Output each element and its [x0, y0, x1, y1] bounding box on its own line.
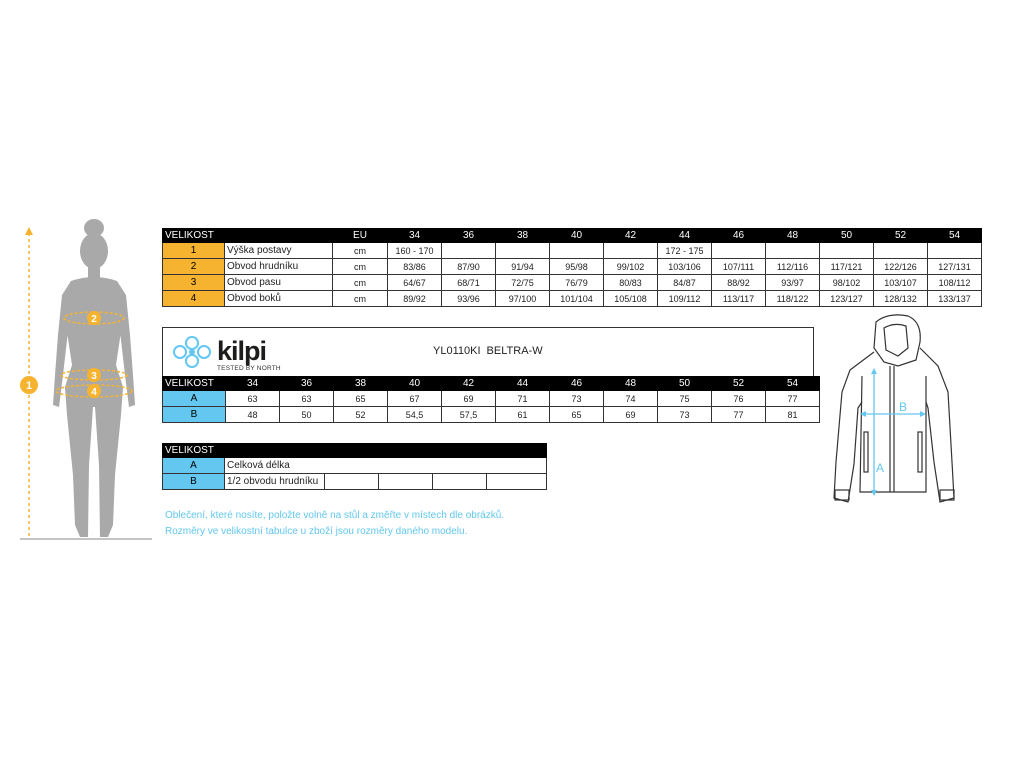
mark-waist: 3	[91, 371, 97, 382]
row-unit: cm	[333, 259, 388, 275]
body-size-table	[162, 228, 982, 307]
legend-text: 1/2 obvodu hrudníku	[225, 474, 325, 490]
size-54: 54	[766, 377, 820, 391]
product-size-table	[162, 376, 820, 423]
size-50: 50	[658, 377, 712, 391]
row-unit: cm	[333, 275, 388, 291]
cell: 67	[388, 391, 442, 407]
row-number: 1	[163, 243, 225, 259]
cell: 75	[658, 391, 712, 407]
cell: 117/121	[820, 259, 874, 275]
body-measurement-figure	[15, 215, 160, 545]
cell: 123/127	[820, 291, 874, 307]
size-48: 48	[766, 229, 820, 243]
row-unit: cm	[333, 243, 388, 259]
product-header	[162, 327, 814, 376]
legend-key: B	[163, 474, 225, 490]
size-50: 50	[820, 229, 874, 243]
row-key: A	[163, 391, 226, 407]
cell	[712, 243, 766, 259]
cell: 64/67	[388, 275, 442, 291]
table-row	[163, 474, 547, 490]
cell: 76/79	[550, 275, 604, 291]
size-42: 42	[442, 377, 496, 391]
cell: 74	[604, 391, 658, 407]
row-label: Obvod boků	[225, 291, 333, 307]
size-54: 54	[928, 229, 982, 243]
cell: 99/102	[604, 259, 658, 275]
cell: 48	[226, 407, 280, 423]
cell: 50	[280, 407, 334, 423]
cell	[496, 243, 550, 259]
cell: 95/98	[550, 259, 604, 275]
jacket-mark-b: B	[899, 400, 908, 414]
table-row	[163, 407, 820, 423]
cell: 172 - 175	[658, 243, 712, 259]
cell: 87/90	[442, 259, 496, 275]
table-row	[163, 391, 820, 407]
cell	[766, 243, 820, 259]
cell: 73	[550, 391, 604, 407]
row-key: B	[163, 407, 226, 423]
cell: 127/131	[928, 259, 982, 275]
cell	[820, 243, 874, 259]
mark-hips: 4	[91, 387, 97, 398]
cell: 91/94	[496, 259, 550, 275]
mark-chest: 2	[91, 314, 97, 325]
cell: 109/112	[658, 291, 712, 307]
row-number: 2	[163, 259, 225, 275]
cell: 57,5	[442, 407, 496, 423]
header-velikost: VELIKOST	[163, 377, 226, 391]
size-52: 52	[874, 229, 928, 243]
cell	[325, 474, 379, 490]
table-row	[163, 458, 547, 474]
jacket-measurement-drawing	[828, 312, 958, 514]
table-row	[163, 259, 982, 275]
size-52: 52	[712, 377, 766, 391]
cell: 80/83	[604, 275, 658, 291]
cell	[442, 243, 496, 259]
mark-height: 1	[25, 380, 33, 392]
cell: 113/117	[712, 291, 766, 307]
size-34: 34	[226, 377, 280, 391]
table-row	[163, 291, 982, 307]
size-46: 46	[712, 229, 766, 243]
table-row	[163, 275, 982, 291]
cell	[874, 243, 928, 259]
row-number: 4	[163, 291, 225, 307]
model-note: Rozměry ve velikostní tabulce u zboží jsou rozměry daného modelu.	[165, 526, 468, 537]
cell: 97/100	[496, 291, 550, 307]
size-42: 42	[604, 229, 658, 243]
legend-table	[162, 443, 547, 490]
cell	[433, 474, 487, 490]
row-unit: cm	[333, 291, 388, 307]
header-velikost: VELIKOST	[163, 229, 333, 243]
size-46: 46	[550, 377, 604, 391]
size-36: 36	[442, 229, 496, 243]
cell: 118/122	[766, 291, 820, 307]
cell: 83/86	[388, 259, 442, 275]
size-34: 34	[388, 229, 442, 243]
cell: 89/92	[388, 291, 442, 307]
kilpi-logo-icon	[171, 334, 213, 370]
cell: 65	[550, 407, 604, 423]
size-40: 40	[388, 377, 442, 391]
cell: 108/112	[928, 275, 982, 291]
legend-text: Celková délka	[225, 458, 547, 474]
cell: 98/102	[820, 275, 874, 291]
cell: 133/137	[928, 291, 982, 307]
cell: 69	[442, 391, 496, 407]
cell: 103/107	[874, 275, 928, 291]
cell: 52	[334, 407, 388, 423]
size-36: 36	[280, 377, 334, 391]
cell: 103/106	[658, 259, 712, 275]
header-eu: EU	[333, 229, 388, 243]
model-code: YL0110KI BELTRA-W	[433, 345, 543, 357]
jacket-mark-a: A	[876, 461, 885, 475]
cell: 88/92	[712, 275, 766, 291]
row-label: Obvod hrudníku	[225, 259, 333, 275]
cell: 122/126	[874, 259, 928, 275]
legend-key: A	[163, 458, 225, 474]
cell: 61	[496, 407, 550, 423]
cell: 105/108	[604, 291, 658, 307]
table-row	[163, 243, 982, 259]
size-38: 38	[496, 229, 550, 243]
row-number: 3	[163, 275, 225, 291]
header-velikost: VELIKOST	[163, 444, 547, 458]
cell: 68/71	[442, 275, 496, 291]
cell: 54,5	[388, 407, 442, 423]
cell: 76	[712, 391, 766, 407]
cell: 84/87	[658, 275, 712, 291]
cell: 72/75	[496, 275, 550, 291]
cell	[928, 243, 982, 259]
cell: 73	[658, 407, 712, 423]
cell: 65	[334, 391, 388, 407]
cell	[487, 474, 547, 490]
brand-tagline: TESTED BY NORTH	[217, 365, 281, 372]
cell: 160 - 170	[388, 243, 442, 259]
cell: 112/116	[766, 259, 820, 275]
cell: 69	[604, 407, 658, 423]
cell: 81	[766, 407, 820, 423]
brand-logo: kilpi	[217, 336, 267, 366]
size-44: 44	[658, 229, 712, 243]
size-44: 44	[496, 377, 550, 391]
cell: 101/104	[550, 291, 604, 307]
cell: 107/111	[712, 259, 766, 275]
cell: 77	[766, 391, 820, 407]
cell: 93/96	[442, 291, 496, 307]
instruction-note: Oblečení, které nosíte, položte volně na stůl a změřte v místech dle obrázků.	[165, 510, 505, 521]
size-48: 48	[604, 377, 658, 391]
cell: 63	[280, 391, 334, 407]
cell: 77	[712, 407, 766, 423]
cell	[379, 474, 433, 490]
cell: 71	[496, 391, 550, 407]
row-label: Obvod pasu	[225, 275, 333, 291]
cell	[550, 243, 604, 259]
cell: 93/97	[766, 275, 820, 291]
size-38: 38	[334, 377, 388, 391]
size-40: 40	[550, 229, 604, 243]
cell: 128/132	[874, 291, 928, 307]
cell	[604, 243, 658, 259]
cell: 63	[226, 391, 280, 407]
row-label: Výška postavy	[225, 243, 333, 259]
